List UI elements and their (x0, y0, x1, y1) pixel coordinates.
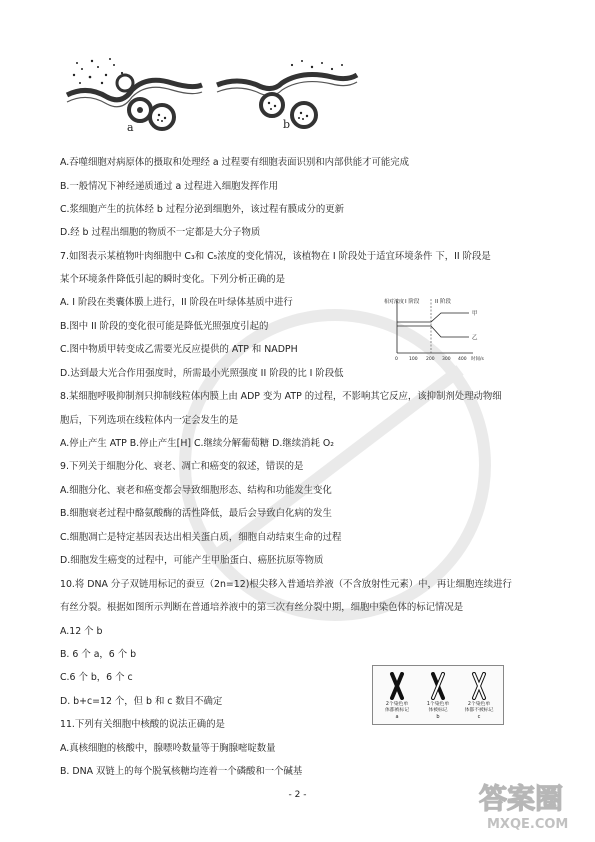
q10-option-c: C.6 个 b，6 个 c (60, 672, 133, 683)
chromosome-a-label: a (395, 714, 399, 720)
q11-stem: 11.下列有关细胞中核酸的说法正确的是 (60, 719, 225, 730)
chromosome-b (418, 672, 458, 720)
membrane-transport-figure (62, 55, 362, 135)
chromosome-b-icon (418, 672, 458, 700)
q6-option-b: B.一般情况下神经递质通过 a 过程进入细胞发挥作用 (60, 181, 278, 192)
q6-option-a: A.吞噬细胞对病原体的摄取和处理经 a 过程要有细胞表面识别和内部供能才可能完成 (60, 157, 410, 168)
q8-stem-line2: 胞后，下列选项在线粒体内一定会发生的是 (60, 415, 239, 426)
page-number: - 2 - (288, 790, 307, 800)
q6-option-d: D.经 b 过程出细胞的物质不一定都是大分子物质 (60, 227, 261, 238)
graph-series2-label: 乙 (472, 335, 478, 341)
q7-stem-line1: 7.如图表示某植物叶肉细胞中 C₃和 C₅浓度的变化情况，该植物在 I 阶段处于适宜环境条件 下，II 阶段是 (60, 251, 491, 262)
figure-b-exocytosis (217, 60, 357, 127)
graph-stage2-label: II 阶段 (435, 299, 451, 305)
chromosome-a-caption-line1: 2个染色单 (385, 702, 409, 707)
chromosome-c-label: c (477, 714, 481, 720)
graph-x-tick-100: 100 (409, 357, 418, 362)
q10-option-a: A.12 个 b (60, 626, 103, 637)
graph-x-tick-400: 400 (458, 357, 467, 362)
chromosome-b-caption-line2: 体被标记 (428, 708, 448, 713)
q7-option-d: D.达到最大光合作用强度时，所需最小光照强度 II 阶段的比 I 阶段低 (60, 368, 344, 379)
graph-series1-label: 甲 (472, 311, 478, 317)
chromosome-c-caption-line1: 2个染色单 (467, 702, 491, 707)
chromosome-c-caption-line2: 体都不被标记 (464, 708, 494, 713)
graph-y-label: 相对浓度 (384, 299, 405, 305)
watermark-url: MXQE.COM (487, 817, 569, 832)
chromosome-c-icon (459, 672, 499, 700)
q6-option-c: C.浆细胞产生的抗体经 b 过程分泌到细胞外，该过程有膜成分的更新 (60, 204, 344, 215)
q9-option-d: D.细胞发生癌变的过程中，可能产生甲胎蛋白、癌胚抗原等物质 (60, 555, 324, 566)
graph-x-unit: 时间/s (471, 357, 484, 362)
chromosome-b-caption-line1: 1个染色单 (426, 702, 450, 707)
q10-chromosome-figure (372, 665, 504, 725)
q7-option-a: A. I 阶段在类囊体膜上进行，II 阶段在叶绿体基质中进行 (60, 297, 293, 308)
graph-x-tick-0: 0 (395, 357, 398, 362)
q10-option-b: B. 6 个 a，6 个 b (60, 649, 137, 660)
chromosome-a-caption-line2: 体都被标记 (385, 708, 409, 713)
chromosome-a-icon (377, 672, 417, 700)
q9-option-c: C.细胞凋亡是特定基因表达出相关蛋白质，细胞自动结束生命的过程 (60, 532, 342, 543)
diagonal-watermark-icon (170, 300, 500, 630)
q9-option-a: A.细胞分化、衰老和癌变都会导致细胞形态、结构和功能发生变化 (60, 485, 332, 496)
figure-label-b: b (283, 118, 291, 131)
watermark-text: 答案圈 (479, 782, 564, 815)
figure-label-a: a (127, 121, 134, 134)
q11-option-b: B. DNA 双链上的每个脱氧核糖均连着一个磷酸和一个碱基 (60, 766, 303, 777)
q10-stem-line2: 有丝分裂。根据如图所示判断在普通培养液中的第三次有丝分裂中期，细胞中染色体的标记情况是 (60, 602, 464, 613)
graph-stage1-label: I 阶段 (405, 299, 420, 305)
q9-stem: 9.下列关于细胞分化、衰老、凋亡和癌变的叙述，错误的是 (60, 461, 304, 472)
q8-stem-line1: 8.某细胞呼吸抑制剂只抑制线粒体内膜上由 ADP 变为 ATP 的过程，不影响其它反应，该抑制剂处理动物细 (60, 391, 502, 402)
chromosome-c (459, 672, 499, 720)
graph-x-tick-200: 200 (426, 357, 435, 362)
q10-option-d: D. b+c=12 个，但 b 和 c 数目不确定 (60, 696, 223, 707)
q11-option-a: A.真核细胞的核酸中，腺嘌呤数量等于胸腺嘧啶数量 (60, 743, 276, 754)
q7-option-c: C.图中物质甲转变成乙需要光反应提供的 ATP 和 NADPH (60, 344, 298, 355)
chromosome-a (377, 672, 417, 720)
watermark-logo-icon (475, 774, 585, 834)
q7-option-b: B.图中 II 阶段的变化很可能是降低光照强度引起的 (60, 321, 269, 332)
q10-stem-line1: 10.将 DNA 分子双链用标记的蚕豆（2n=12)根尖移入普通培养液（不含放射性元素）中，再让细胞连续进行 (60, 579, 512, 590)
q9-option-b: B.细胞衰老过程中酪氨酸酶的活性降低，最后会导致白化病的发生 (60, 508, 332, 519)
graph-x-tick-300: 300 (442, 357, 451, 362)
q7-stem-line2: 某个环境条件降低引起的瞬时变化。下列分析正确的是 (60, 274, 286, 285)
q8-options: A.停止产生 ATP B.停止产生[H] C.继续分解葡萄糖 D.继续消耗 O₂ (60, 438, 334, 449)
figure-a-endocytosis (67, 58, 202, 129)
chromosome-b-label: b (436, 714, 440, 720)
